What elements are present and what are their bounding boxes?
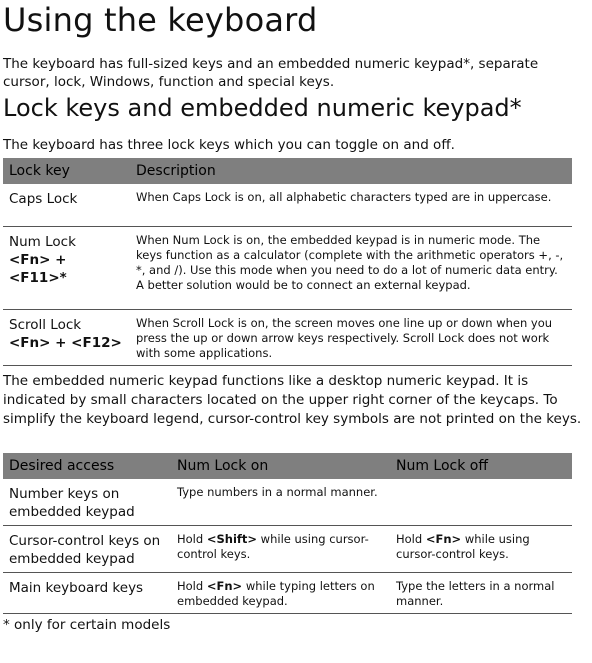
table-header-row xyxy=(3,158,572,184)
access-table xyxy=(3,453,572,614)
table-header-row xyxy=(3,453,572,479)
cell-text: Hold xyxy=(396,532,426,546)
lock-key-name: Scroll Lock xyxy=(9,316,82,333)
lock-key-cell xyxy=(3,184,130,226)
column-header-num-lock-off: Num Lock off xyxy=(390,453,572,479)
table-row xyxy=(3,526,572,573)
num-lock-on-cell xyxy=(171,526,390,573)
key-combo: <Fn> xyxy=(425,532,462,546)
description-cell: When Scroll Lock is on, the screen moves one line up or down when you press the up or down arrow keys respectively. Scroll Lock does not work with some applications. xyxy=(130,309,572,365)
num-lock-on-cell xyxy=(171,573,390,614)
column-header-description: Description xyxy=(130,158,572,184)
table-row xyxy=(3,226,572,309)
lock-keys-lead: The keyboard has three lock keys which you can toggle on and off. xyxy=(3,137,455,153)
cell-text: while using cursor-control keys. xyxy=(177,532,369,561)
key-combo: <Fn> xyxy=(206,579,243,593)
footnote: * only for certain models xyxy=(3,617,171,633)
intro-paragraph: The keyboard has full-sized keys and an embedded numeric keypad*, separate cursor, lock, Windows, function and special keys. xyxy=(3,56,539,90)
column-header-desired-access: Desired access xyxy=(3,453,171,479)
cell-text: while using cursor-control keys. xyxy=(396,532,530,561)
table-row xyxy=(3,184,572,226)
cell-text: Type the letters in a normal manner. xyxy=(396,579,555,608)
num-lock-off-cell xyxy=(390,526,572,573)
cell-text: Hold xyxy=(177,579,207,593)
access-cell: Number keys on embedded keypad xyxy=(3,479,171,526)
section-title: Lock keys and embedded numeric keypad* xyxy=(3,94,522,122)
keypad-paragraph: The embedded numeric keypad functions like a desktop numeric keypad. It is indicated by small characters located on the upper right corner of the keycaps. To simplify the keyboard legend, cursor-control key symbols are not printed on the keys. xyxy=(3,373,582,427)
cell-text: Type numbers in a normal manner. xyxy=(177,485,378,499)
table-row xyxy=(3,573,572,614)
num-lock-off-cell xyxy=(390,573,572,614)
num-lock-off-cell xyxy=(390,479,572,526)
lock-key-cell xyxy=(3,226,130,309)
table-row xyxy=(3,309,572,365)
page-title: Using the keyboard xyxy=(3,1,318,39)
description-cell: When Num Lock is on, the embedded keypad is in numeric mode. The keys function as a calculator (complete with the arithmetic operators +, -, *, and /). Use this mode when you need to do a lot of numeric data entry. A better solution would be to connect an external keypad. xyxy=(130,226,572,309)
description-cell: When Caps Lock is on, all alphabetic characters typed are in uppercase. xyxy=(130,184,572,226)
lock-key-name: Num Lock xyxy=(9,233,76,250)
lock-key-shortcut: <Fn> + <F12> xyxy=(9,334,122,351)
column-header-lock-key: Lock key xyxy=(3,158,130,184)
lock-key-shortcut: <Fn> + <F11>* xyxy=(9,251,67,286)
access-cell: Main keyboard keys xyxy=(3,573,171,614)
lock-keys-table xyxy=(3,158,572,366)
column-header-num-lock-on: Num Lock on xyxy=(171,453,390,479)
lock-key-cell xyxy=(3,309,130,365)
table-row xyxy=(3,479,572,526)
access-cell: Cursor-control keys on embedded keypad xyxy=(3,526,171,573)
key-combo: <Shift> xyxy=(206,532,258,546)
cell-text: Hold xyxy=(177,532,207,546)
num-lock-on-cell xyxy=(171,479,390,526)
cell-text: while typing letters on embedded keypad. xyxy=(177,579,375,608)
lock-key-name: Caps Lock xyxy=(9,191,78,207)
